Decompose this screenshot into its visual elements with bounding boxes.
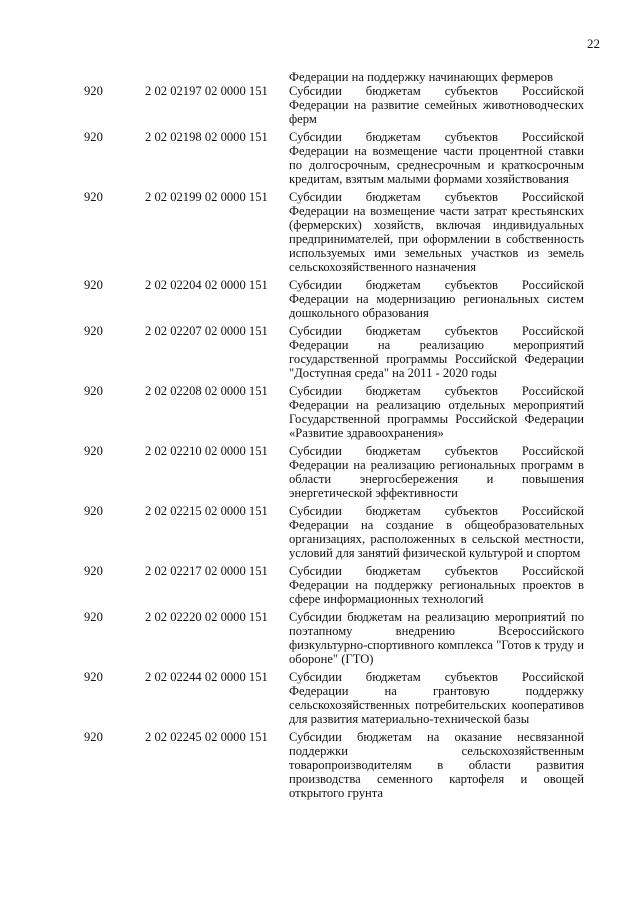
table-row <box>0 564 640 606</box>
admin-code: 920 <box>84 130 103 144</box>
admin-code: 920 <box>84 324 103 338</box>
table-row <box>0 670 640 726</box>
admin-code: 920 <box>84 384 103 398</box>
row-description: Субсидии бюджетам субъектов Российской Федерации на возмещение части процентной ставки по долгосрочным, среднесрочным и краткосрочным кредитам, взятым малыми формами хозяйствования <box>289 130 584 186</box>
budget-code: 2 02 02199 02 0000 151 <box>145 190 268 204</box>
budget-code: 2 02 02245 02 0000 151 <box>145 730 268 744</box>
admin-code: 920 <box>84 190 103 204</box>
budget-code: 2 02 02210 02 0000 151 <box>145 444 268 458</box>
table-row <box>0 324 640 380</box>
row-description: Субсидии бюджетам субъектов Российской Федерации на грантовую поддержку сельскохозяйственных потребительских кооперативов для развития материально-технической базы <box>289 670 584 726</box>
budget-code: 2 02 02204 02 0000 151 <box>145 278 268 292</box>
page-number: 22 <box>587 36 600 51</box>
admin-code: 920 <box>84 504 103 518</box>
admin-code: 920 <box>84 610 103 624</box>
budget-code: 2 02 02217 02 0000 151 <box>145 564 268 578</box>
admin-code: 920 <box>84 564 103 578</box>
budget-code: 2 02 02207 02 0000 151 <box>145 324 268 338</box>
admin-code: 920 <box>84 730 103 744</box>
admin-code: 920 <box>84 278 103 292</box>
row-description: Субсидии бюджетам субъектов Российской Федерации на реализацию отдельных мероприятий Государственной программы Российской Федерации «Развитие здравоохранения» <box>289 384 584 440</box>
revenue-code-table <box>0 84 640 804</box>
table-row <box>0 130 640 186</box>
table-row <box>0 84 640 126</box>
table-row <box>0 610 640 666</box>
budget-code: 2 02 02197 02 0000 151 <box>145 84 268 98</box>
table-row <box>0 190 640 274</box>
row-description: Субсидии бюджетам субъектов Российской Федерации на возмещение части затрат крестьянских (фермерских) хозяйств, включая индивидуальных предпринимателей, при оформлении в собственность используемых ими земельных участков из земель сельскохозяйственного назначения <box>289 190 584 274</box>
table-row <box>0 504 640 560</box>
budget-code: 2 02 02215 02 0000 151 <box>145 504 268 518</box>
row-description: Субсидии бюджетам на реализацию мероприятий по поэтапному внедрению Всероссийского физкультурно-спортивного комплекса "Готов к труду и обороне" (ГТО) <box>289 610 584 666</box>
continued-text: Федерации на поддержку начинающих фермеров <box>289 70 554 84</box>
admin-code: 920 <box>84 444 103 458</box>
row-description: Субсидии бюджетам субъектов Российской Федерации на реализацию мероприятий государственной программы Российской Федерации "Доступная среда" на 2011 - 2020 годы <box>289 324 584 380</box>
budget-code: 2 02 02244 02 0000 151 <box>145 670 268 684</box>
table-row <box>0 730 640 800</box>
row-description: Субсидии бюджетам субъектов Российской Федерации на реализацию региональных программ в области энергосбережения и повышения энергетической эффективности <box>289 444 584 500</box>
table-row <box>0 384 640 440</box>
admin-code: 920 <box>84 670 103 684</box>
row-description: Субсидии бюджетам субъектов Российской Федерации на создание в общеобразовательных организациях, расположенных в сельской местности, условий для занятий физической культурой и спортом <box>289 504 584 560</box>
row-description: Субсидии бюджетам субъектов Российской Федерации на поддержку региональных проектов в сфере информационных технологий <box>289 564 584 606</box>
row-description: Субсидии бюджетам на оказание несвязанной поддержки сельскохозяйственным товаропроизводителям в области развития производства семенного картофеля и овощей открытого грунта <box>289 730 584 800</box>
budget-code: 2 02 02198 02 0000 151 <box>145 130 268 144</box>
admin-code: 920 <box>84 84 103 98</box>
row-description: Субсидии бюджетам субъектов Российской Федерации на модернизацию региональных систем дошкольного образования <box>289 278 584 320</box>
budget-code: 2 02 02220 02 0000 151 <box>145 610 268 624</box>
table-row <box>0 278 640 320</box>
budget-code: 2 02 02208 02 0000 151 <box>145 384 268 398</box>
row-description: Субсидии бюджетам субъектов Российской Федерации на развитие семейных животноводческих ферм <box>289 84 584 126</box>
table-row <box>0 444 640 500</box>
